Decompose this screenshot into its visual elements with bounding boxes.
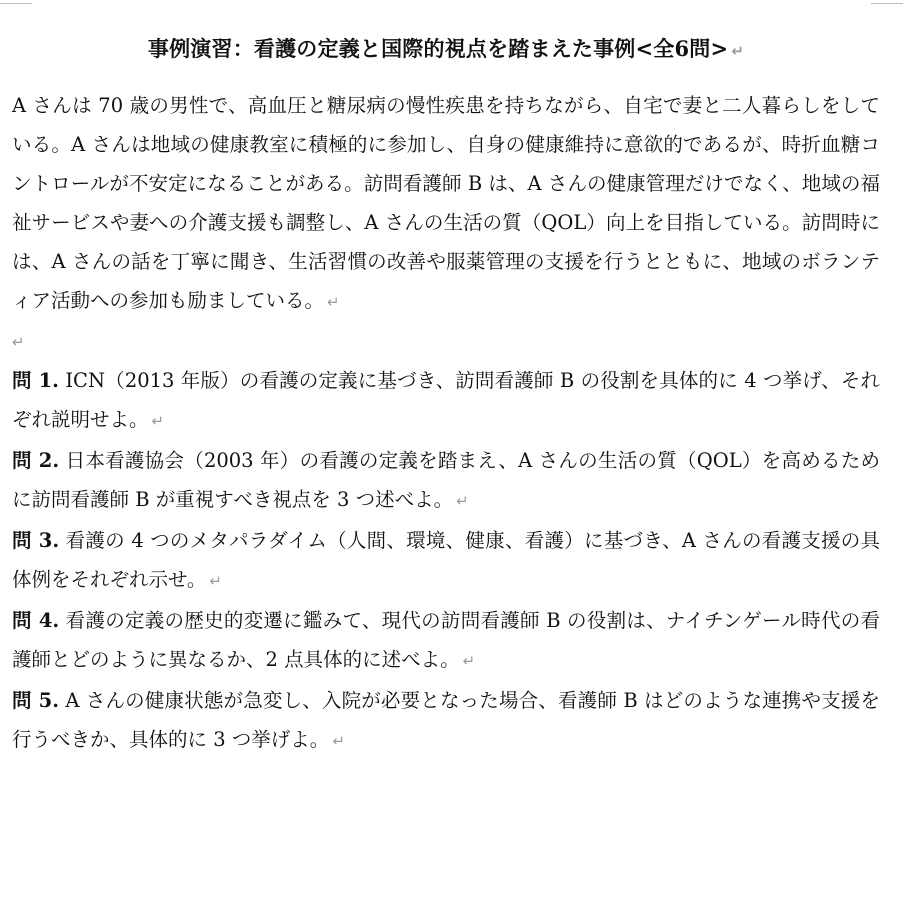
question-text: A さんの健康状態が急変し、入院が必要となった場合、看護師 B はどのような連携や支援を行うべきか、具体的に 3 つ挙げよ。: [12, 689, 880, 751]
question-number: 問 1.: [12, 369, 59, 392]
paragraph-mark-icon: ↵: [151, 412, 165, 430]
question-text: 看護の 4 つのメタパラダイム（人間、環境、健康、看護）に基づき、A さんの看護支援の具体例をそれぞれ示せ。: [12, 529, 880, 591]
document-page: [12, 28, 880, 761]
question-4: [12, 601, 880, 681]
question-number: 問 4.: [12, 609, 60, 632]
paragraph-mark-icon: ↵: [327, 293, 340, 311]
paragraph-mark-icon: ↵: [456, 492, 469, 510]
paragraph-mark-icon: ↵: [332, 732, 345, 750]
paragraph-mark-icon: ↵: [731, 42, 745, 60]
question-text: ICN（2013 年版）の看護の定義に基づき、訪問看護師 B の役割を具体的に 4 つ挙げ、それぞれ説明せよ。: [12, 369, 880, 431]
question-number: 問 3.: [12, 529, 60, 552]
paragraph-mark-icon: ↵: [209, 572, 222, 590]
page-corner-mark-left: [0, 3, 32, 4]
question-2: [12, 441, 880, 521]
question-3: [12, 521, 880, 601]
paragraph-mark-icon: ↵: [12, 333, 25, 351]
question-text: 看護の定義の歴史的変遷に鑑みて、現代の訪問看護師 B の役割は、ナイチンゲール時代の看護師とどのように異なるか、2 点具体的に述べよ。: [12, 609, 880, 671]
paragraph-mark-icon: ↵: [462, 652, 476, 670]
case-description: [12, 86, 880, 322]
page-corner-mark-right: [871, 3, 903, 4]
question-number: 問 2.: [12, 449, 60, 472]
empty-paragraph: [12, 322, 880, 361]
question-1: [12, 361, 880, 441]
question-text: 日本看護協会（2003 年）の看護の定義を踏まえ、A さんの生活の質（QOL）を高めるために訪問看護師 B が重視すべき視点を 3 つ述べよ。: [12, 449, 880, 511]
question-5: [12, 681, 880, 761]
document-title: [12, 28, 880, 72]
question-number: 問 5.: [12, 689, 59, 712]
case-description-text: A さんは 70 歳の男性で、高血圧と糖尿病の慢性疾患を持ちながら、自宅で妻と二人暮らしをしている。A さんは地域の健康教室に積極的に参加し、自身の健康維持に意欲的であるが、時折血糖コントロールが不安定になることがある。訪問看護師 B は、A さんの健康管理だけでなく、地域の福祉サービスや妻への介護支援も調整し、A さんの生活の質（QOL）向上を目指している。訪問時には、A さんの話を丁寧に聞き、生活習慣の改善や服薬管理の支援を行うとともに、地域のボランティア活動への参加も励ましている。: [12, 94, 880, 312]
document-title-text: 事例演習：看護の定義と国際的視点を踏まえた事例<全6問>: [147, 36, 729, 61]
